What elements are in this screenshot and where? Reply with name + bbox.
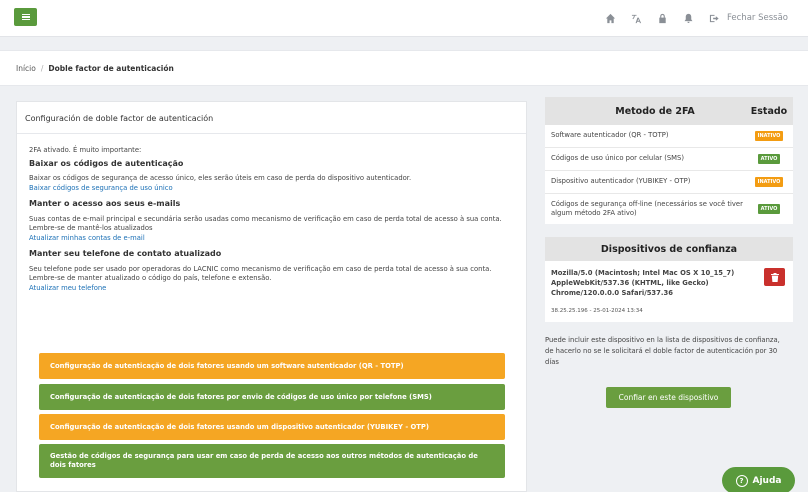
trust-device-button[interactable]: Confiar en este dispositivo: [606, 387, 731, 408]
device-user-agent: Mozilla/5.0 (Macintosh; Intel Mac OS X 10_15_7) AppleWebKit/537.36 (KHTML, like Gecko) Chrome/120.0.0.0 Safari/537.36: [551, 269, 735, 297]
methods-table-header: [545, 97, 793, 125]
status-badge: INATIVO: [755, 177, 784, 187]
breadcrumb-bar: [0, 50, 808, 86]
column-method: Metodo de 2FA: [615, 105, 695, 117]
config-totp-button[interactable]: Configuração de autenticação de dois fatores usando um software autenticador (QR - TOTP): [39, 353, 505, 379]
manage-backup-codes-button[interactable]: Gestão de códigos de segurança para usar em caso de perda de acesso aos outros métodos de autenticação de dois fatores: [39, 444, 505, 478]
config-yubikey-button[interactable]: Configuração de autenticação de dois fatores usando um dispositivo autenticador (YUBIKEY - OTP): [39, 414, 505, 440]
delete-device-button[interactable]: [764, 268, 785, 286]
section-body-email: Suas contas de e-mail principal e secundária serão usadas como mecanismo de verificação em caso de perda total de acesso à sua conta. Lembre-se de mantê-los atualizados: [29, 214, 502, 232]
top-icons: [605, 12, 788, 24]
breadcrumb-current: Doble factor de autenticación: [48, 64, 174, 73]
table-row: [545, 194, 793, 224]
section-body-codes: Baixar os códigos de segurança de acesso único, eles serão úteis em caso de perda do dispositivo autenticador.: [29, 174, 412, 182]
column-state: Estado: [750, 105, 788, 117]
status-badge: ATIVO: [758, 204, 781, 214]
breadcrumb: [16, 64, 174, 73]
lock-icon[interactable]: [657, 12, 669, 24]
logout-icon: [709, 12, 721, 24]
trust-device-text: Puede incluir este dispositivo en la lista de dispositivos de confianza, de hacerlo no se le solicitará el doble factor de autenticación por 30 días: [545, 336, 780, 366]
table-row: [545, 148, 793, 171]
top-bar: [0, 0, 808, 37]
methods-table: [545, 97, 793, 224]
instructions: [29, 146, 519, 299]
table-row: [545, 125, 793, 148]
menu-button[interactable]: [14, 8, 37, 26]
trusted-devices-title: Dispositivos de confianza: [545, 237, 793, 261]
config-sms-button[interactable]: Configuração de autenticação de dois fatores por envio de códigos de uso único por telefone (SMS): [39, 384, 505, 410]
panel-divider: [17, 133, 526, 134]
update-email-link[interactable]: Atualizar minhas contas de e-mail: [29, 233, 145, 242]
breadcrumb-home[interactable]: Início: [16, 64, 36, 73]
section-heading-email: Manter o acesso aos seus e-mails: [29, 199, 181, 208]
page-title: Configuración de doble factor de autenticación: [25, 114, 214, 123]
download-codes-link[interactable]: Baixar códigos de segurança de uso único: [29, 183, 173, 192]
translate-icon[interactable]: [631, 12, 643, 24]
home-icon[interactable]: [605, 12, 617, 24]
bell-icon[interactable]: [683, 12, 695, 24]
breadcrumb-separator: /: [40, 64, 44, 73]
status-badge: INATIVO: [755, 131, 784, 141]
menu-icon: [22, 14, 30, 20]
help-icon: ?: [736, 475, 748, 487]
update-phone-link[interactable]: Atualizar meu telefone: [29, 283, 107, 292]
section-body-phone: Seu telefone pode ser usado por operadoras do LACNIC como mecanismo de verificação em caso de perda total de acesso à sua conta. Lembre-se de manter atualizado o código do país, telefone e extensão.: [29, 264, 492, 282]
device-meta: 38.25.25.196 - 25-01-2024 13:34: [551, 308, 643, 314]
help-button[interactable]: [722, 467, 795, 492]
trash-icon: [771, 273, 779, 282]
section-heading-codes: Baixar os códigos de autenticação: [29, 158, 184, 168]
method-name: Códigos de uso único por celular (SMS): [551, 154, 685, 163]
method-name: Códigos de segurança off-line (necessários se você tiver algum método 2FA ativo): [551, 199, 743, 217]
logout-label: Fechar Sessão: [726, 13, 788, 23]
status-text: 2FA ativado. É muito importante:: [29, 146, 142, 154]
table-row: [545, 171, 793, 194]
trusted-devices-panel: [545, 237, 793, 322]
status-badge: ATIVO: [758, 154, 781, 164]
method-name: Dispositivo autenticador (YUBIKEY - OTP): [551, 177, 691, 186]
config-panel: [16, 101, 527, 492]
help-label: Ajuda: [752, 475, 782, 486]
method-name: Software autenticador (QR - TOTP): [551, 131, 669, 140]
section-heading-phone: Manter seu telefone de contato atualizado: [29, 249, 222, 258]
logout-link[interactable]: [709, 12, 788, 24]
